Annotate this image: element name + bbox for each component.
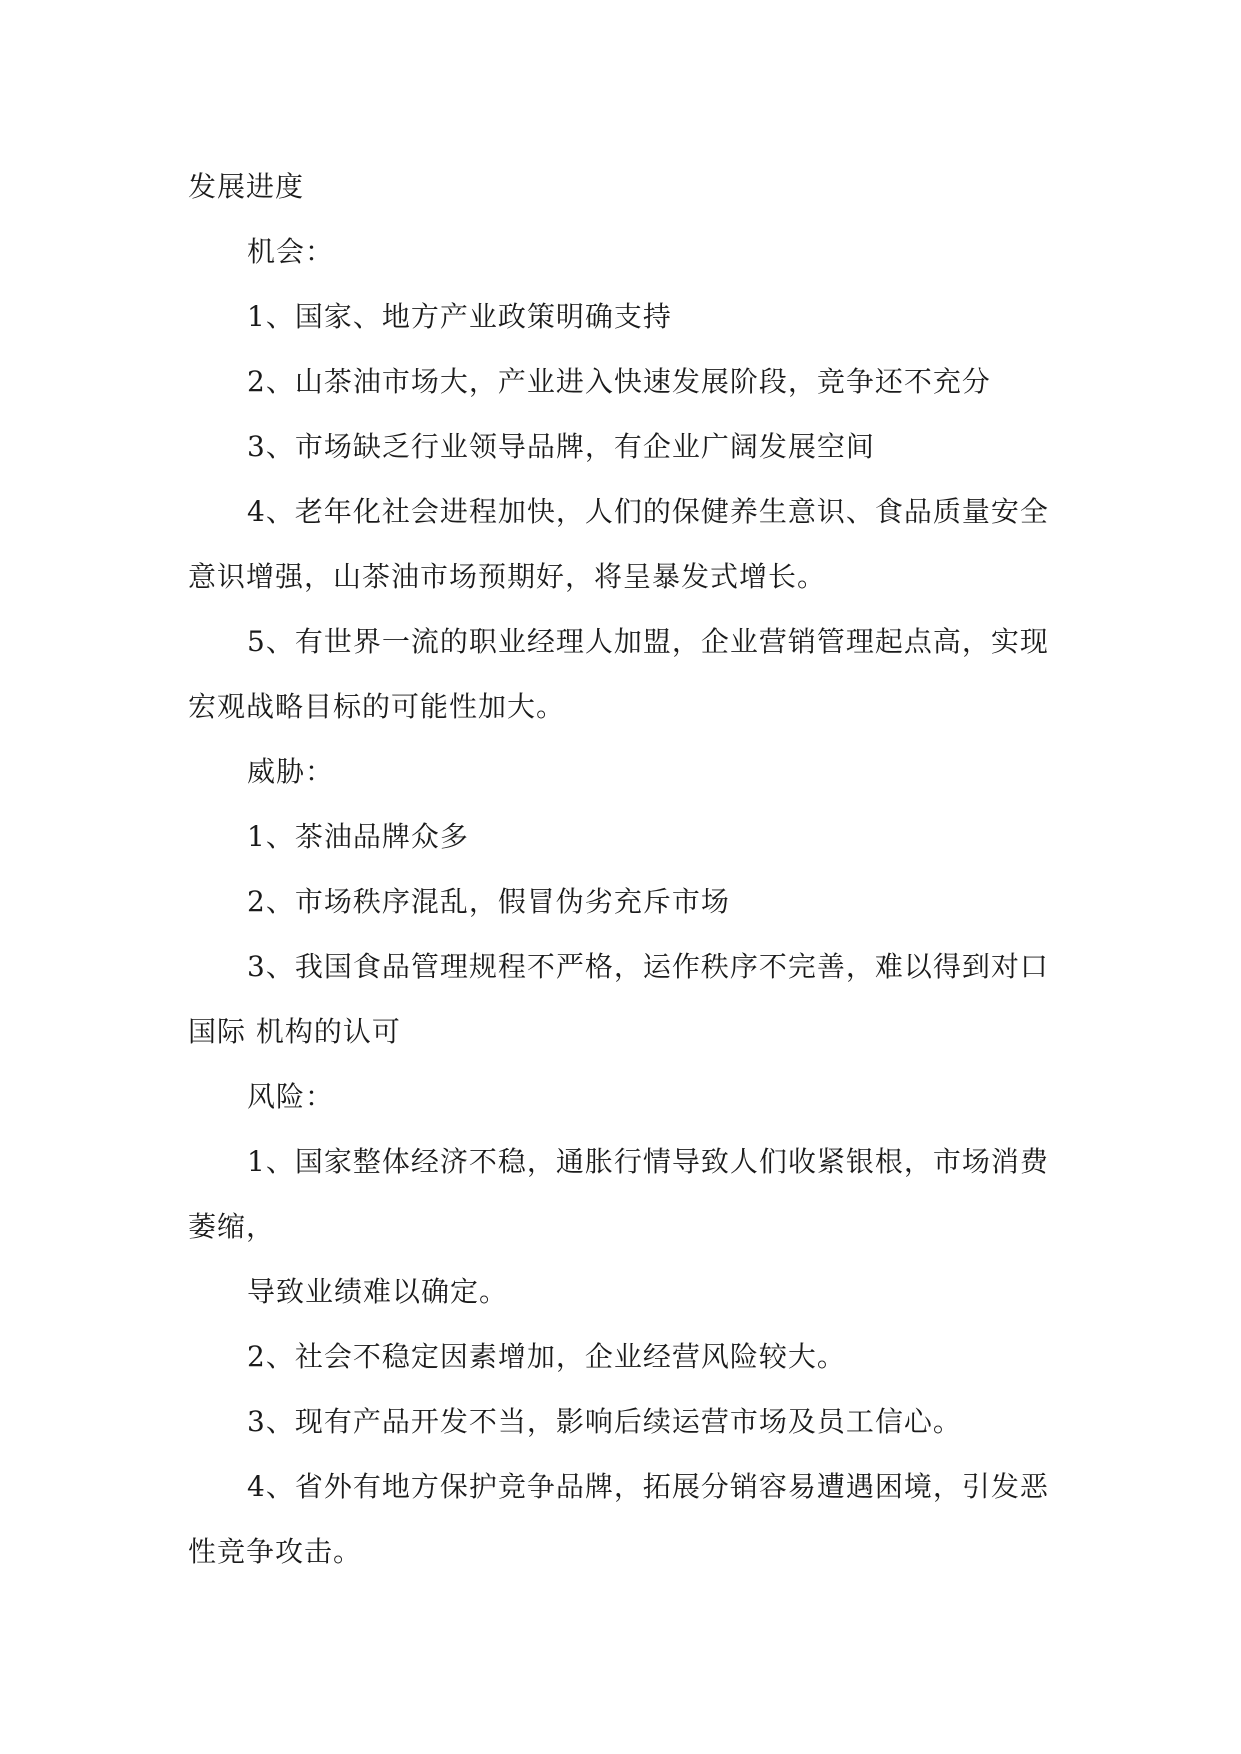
threat-item: 2、市场秩序混乱，假冒伪劣充斥市场 bbox=[247, 885, 730, 918]
threat-item-continuation: 国际 机构的认可 bbox=[188, 1015, 401, 1048]
opportunity-item: 4、老年化社会进程加快，人们的保健养生意识、食品质量安全 bbox=[247, 495, 1049, 528]
risk-item: 1、国家整体经济不稳，通胀行情导致人们收紧银根，市场消费 bbox=[247, 1145, 1049, 1178]
opportunity-item: 2、山茶油市场大，产业进入快速发展阶段，竞争还不充分 bbox=[247, 365, 991, 398]
section-heading: 发展进度 bbox=[188, 170, 305, 203]
risks-heading: 风险： bbox=[247, 1080, 335, 1113]
document-body bbox=[188, 154, 1058, 1584]
risk-item: 4、省外有地方保护竞争品牌，拓展分销容易遭遇困境，引发恶 bbox=[247, 1470, 1049, 1503]
opportunity-item: 1、国家、地方产业政策明确支持 bbox=[247, 300, 672, 333]
threats-heading: 威胁： bbox=[247, 755, 335, 788]
risk-item-continuation: 导致业绩难以确定。 bbox=[247, 1275, 509, 1308]
threat-item: 1、茶油品牌众多 bbox=[247, 820, 469, 853]
opportunity-item-continuation: 意识增强，山茶油市场预期好，将呈暴发式增长。 bbox=[188, 560, 827, 593]
opportunities-heading: 机会： bbox=[247, 235, 335, 268]
opportunity-item: 5、有世界一流的职业经理人加盟，企业营销管理起点高，实现 bbox=[247, 625, 1049, 658]
risk-item: 2、社会不稳定因素增加，企业经营风险较大。 bbox=[247, 1340, 846, 1373]
opportunity-item-continuation: 宏观战略目标的可能性加大。 bbox=[188, 690, 566, 723]
risk-item-continuation: 性竞争攻击。 bbox=[188, 1535, 363, 1568]
opportunity-item: 3、市场缺乏行业领导品牌，有企业广阔发展空间 bbox=[247, 430, 875, 463]
risk-item: 3、现有产品开发不当，影响后续运营市场及员工信心。 bbox=[247, 1405, 962, 1438]
risk-item-continuation: 萎缩， bbox=[188, 1210, 276, 1243]
threat-item: 3、我国食品管理规程不严格，运作秩序不完善，难以得到对口 bbox=[247, 950, 1049, 983]
